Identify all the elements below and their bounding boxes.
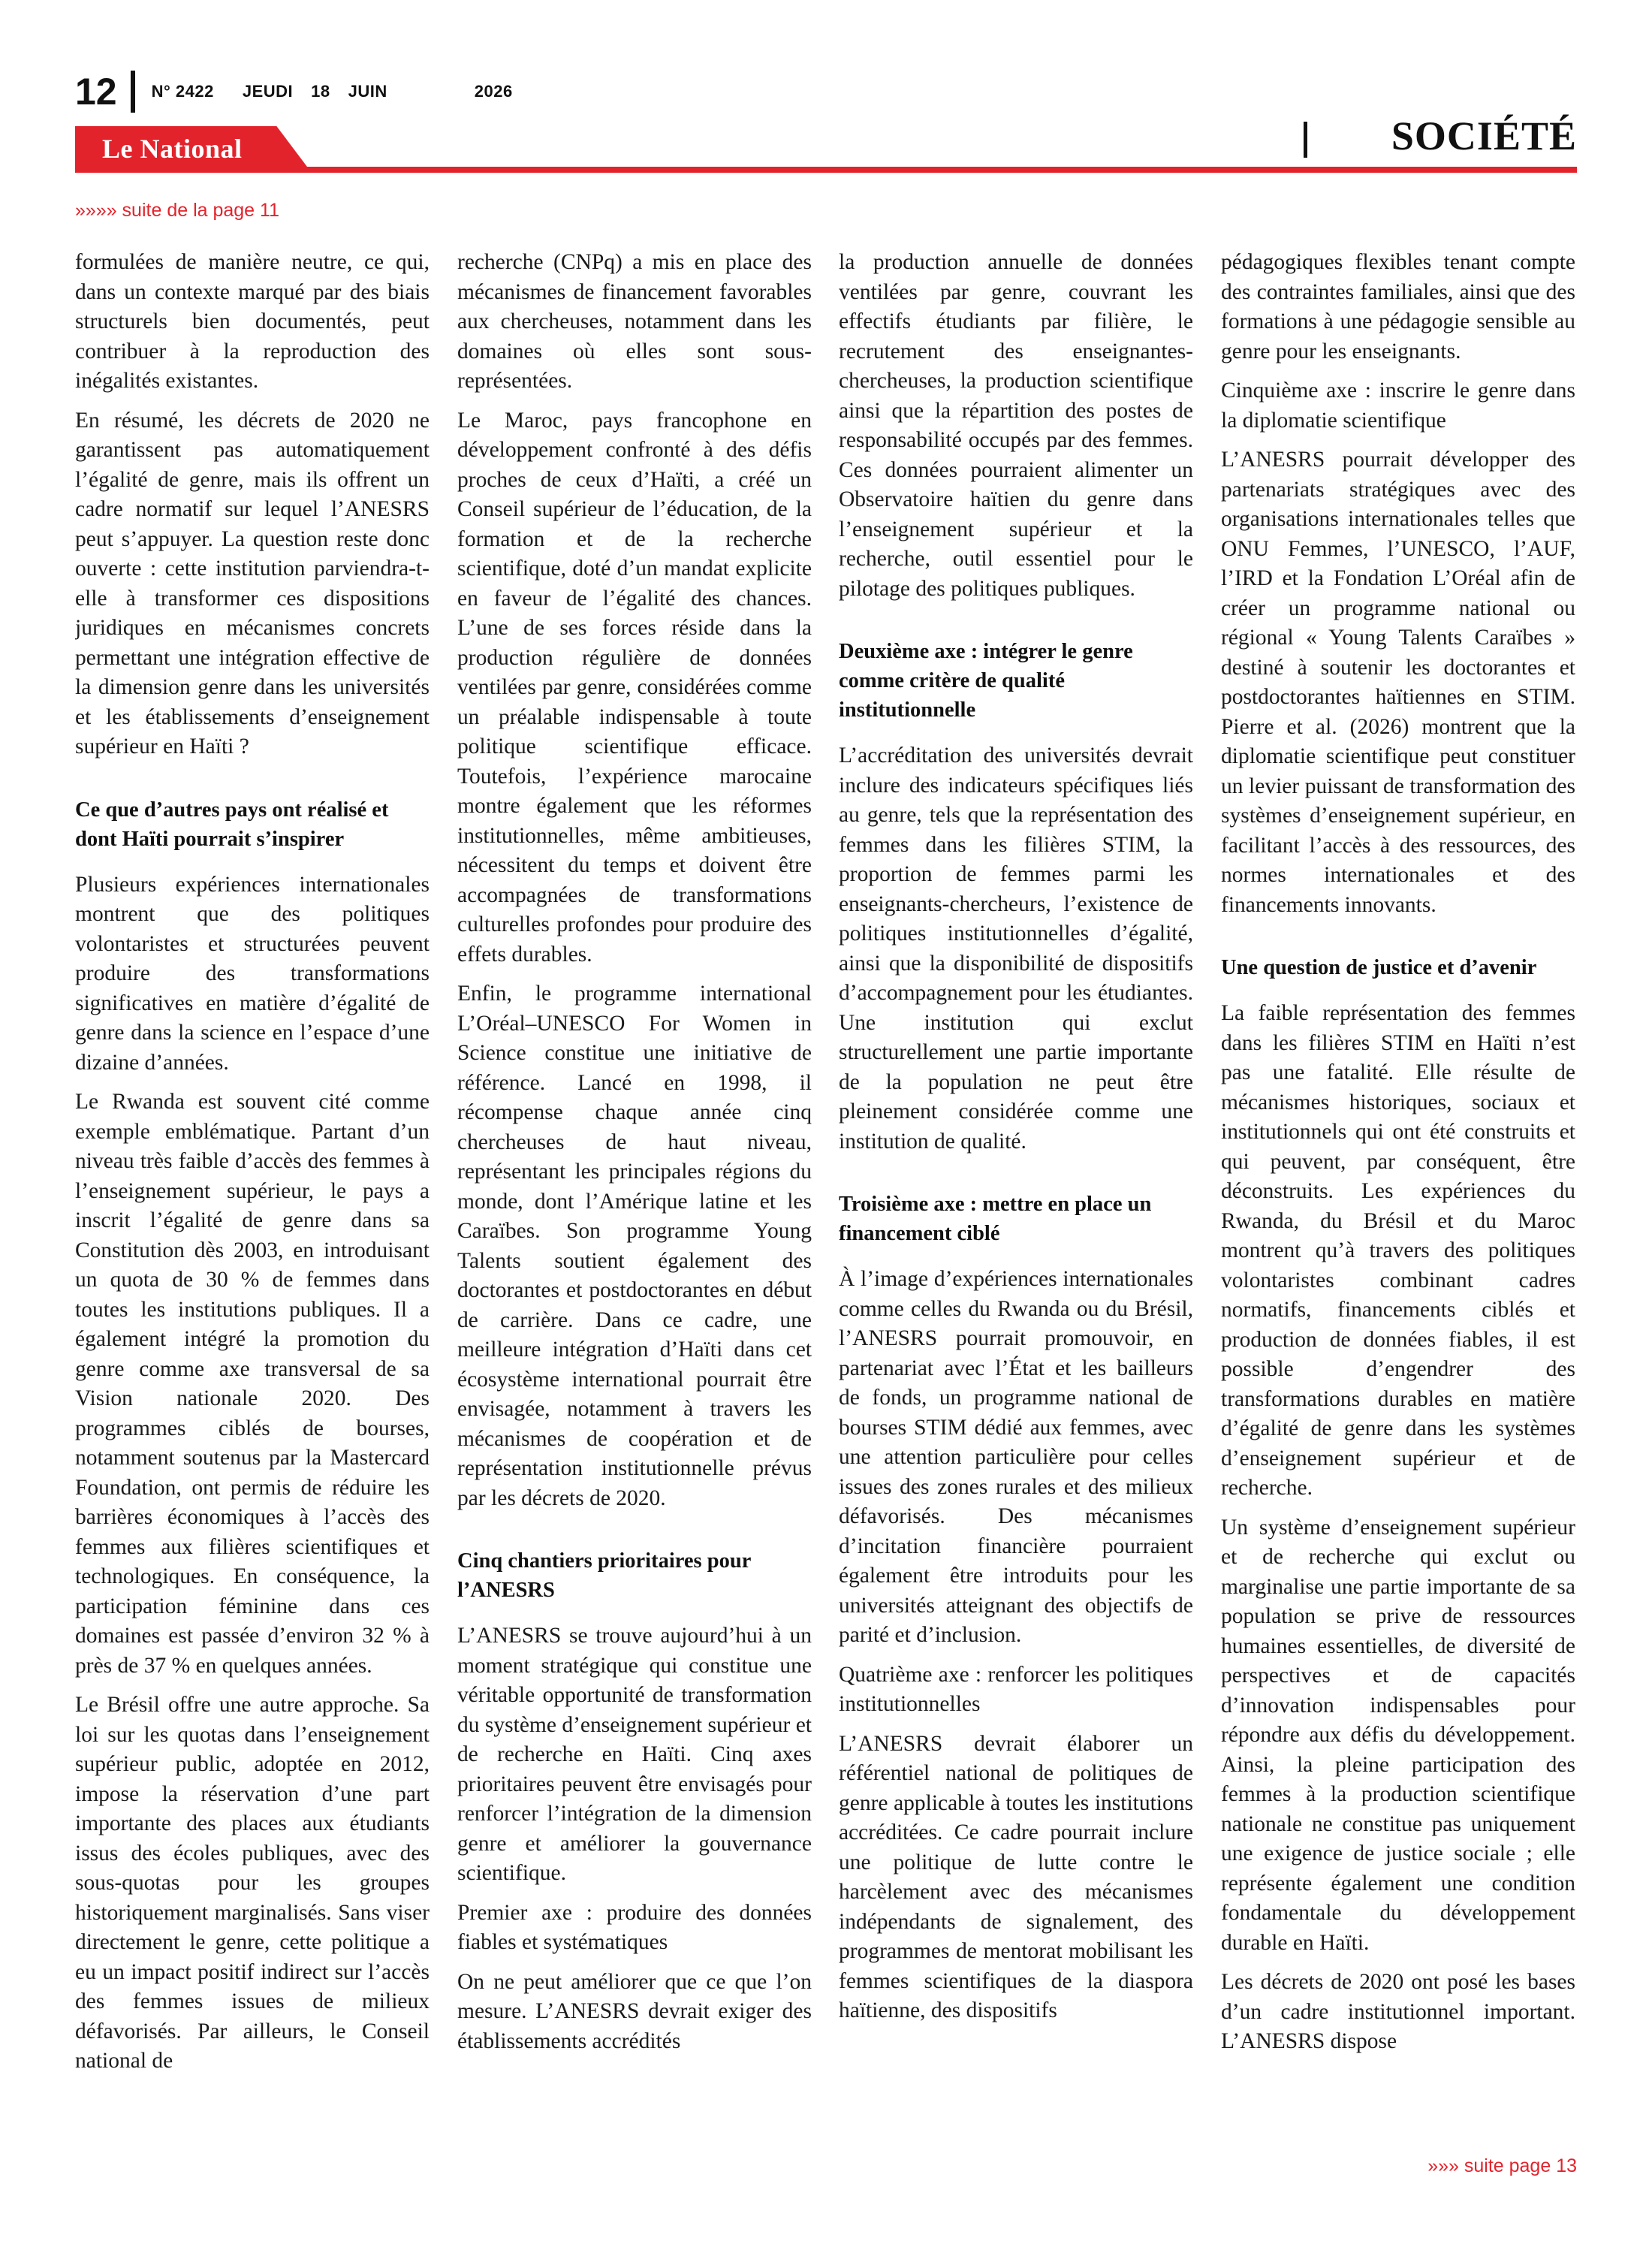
issue-year: 2026 [474,82,513,101]
paragraph: À l’image d’expériences internationales comme celles du Rwanda ou du Brésil, l’ANESRS pourrait promouvoir, en partenariat avec l’État et les bailleurs de fonds, un programme national de bourses STIM dédié aux femmes, avec une attention particulière pour celles issues des zones rurales et des milieux défavorisés. Des mécanismes d’incitation financière pourraient également être introduits pour les universités atteignant des objectifs de parité et d’inclusion. [839,1267,1193,1647]
header-rule [75,167,1577,173]
paragraph: Le Maroc, pays francophone en développement confronté à des défis proches de ceux d’Haïti, a créé un Conseil supérieur de l’éducation, de la formation et de la recherche scientifique, doté d’un mandat explicite en faveur de l’égalité des chances. L’une de ses forces réside dans la production régulière de données ventilées par genre, considérées comme un préalable indispensable à toute politique scientifique efficace. Toutefois, l’expérience marocaine montre également que les réformes institutionnelles, même ambitieuses, nécessitent du temps et doivent être accompagnées de transformations culturelles profondes pour produire des effets durables. [457,408,812,967]
paragraph: Les décrets de 2020 ont posé les bases d’un cadre institutionnel important. L’ANESRS dispose [1221,1970,1575,2053]
paragraph: Quatrième axe : renforcer les politiques institutionnelles [839,1662,1193,1716]
section-title: SOCIÉTÉ [1391,113,1577,158]
paragraph: Un système d’enseignement supérieur et de recherche qui exclut ou marginalise une partie importante de sa population se prive de ressources humaines essentielles, de diversité de perspectives et de capacités d’innovation indispensables pour répondre aux défis du développement. Ainsi, la pleine participation des femmes à la production scientifique nationale ne constitue pas uniquement une exigence de justice sociale ; elle représente également une condition fondamentale du développement durable en Haïti. [1221,1515,1575,1955]
continued-to: »»» suite page 13 [1427,2155,1577,2176]
paragraph: pédagogiques flexibles tenant compte des contraintes familiales, ainsi que des formations à une pédagogie sensible au genre pour les enseignants. [1221,250,1575,363]
paragraph: Le Brésil offre une autre approche. Sa loi sur les quotas dans l’enseignement supérieur public, adoptée en 2012, impose la réservation d’une part importante des places aux étudiants issus des écoles publiques, avec des sous-quotas pour les groupes historiquement marginalisés. Sans viser directement le genre, cette politique a eu un impact positif indirect sur l’accès des femmes issues de milieux défavorisés. Par ailleurs, le Conseil national de [75,1693,430,2073]
issue-number: N° 2422 [151,82,214,101]
paragraph: En résumé, les décrets de 2020 ne garantissent pas automatiquement l’égalité de genre, mais ils offrent un cadre normatif sur lequel l’ANESRS peut s’appuyer. La question reste donc ouverte : cette institution parviendra-t-elle à transformer ces dispositions juridiques en mécanismes concrets permettant une intégration effective de la dimension genre dans les universités et les établissements d’enseignement supérieur en Haïti ? [75,408,430,759]
paragraph: L’ANESRS pourrait développer des partenariats stratégiques avec des organisations internationales telles que ONU Femmes, l’UNESCO, l’AUF, l’IRD et la Fondation L’Oréal afin de créer un programme national ou régional « Young Talents Caraïbes » destiné à soutenir les doctorantes et postdoctorantes haïtiennes en STIM. Pierre et al. (2026) montrent que la diplomatie scientifique peut constituer un levier puissant de transformation des systèmes d’enseignement supérieur, en facilitant l’accès à des ressources, des normes internationales et des financements innovants. [1221,448,1575,917]
paragraph: L’accréditation des universités devrait inclure des indicateurs spécifiques liés au genre, tels que la représentation des femmes dans les filières STIM, la proportion de femmes parmi les enseignants-chercheurs, l’existence de politiques institutionnelles d’égalité, ainsi que la disponibilité de dispositifs d’accompagnement pour les étudiantes. Une institution qui exclut structurellement une partie importante de la population ne peut être pleinement considérée comme une institution de qualité. [839,743,1193,1154]
section-divider [1304,122,1307,158]
paragraph: Cinquième axe : inscrire le genre dans la diplomatie scientifique [1221,379,1575,433]
subheading: Deuxième axe : intégrer le genre comme critère de qualité institutionnelle [839,640,1133,722]
article-column-4 [1221,248,1575,2155]
paragraph: L’ANESRS se trouve aujourd’hui à un moment stratégique qui constitue une véritable opportunité de transformation du système d’enseignement supérieur et de recherche en Haïti. Cinq axes prioritaires peuvent être envisagés pour renforcer l’intégration de la dimension genre et améliorer la gouvernance scientifique. [457,1624,812,1885]
subheading: Ce que d’autres pays ont réalisé et dont Haïti pourrait s’inspirer [75,798,389,851]
article-column-1 [75,248,430,2155]
article-column-2 [457,248,812,2155]
paragraph: On ne peut améliorer que ce que l’on mesure. L’ANESRS devrait exiger des établissements accrédités [457,1969,812,2053]
issue-date: 18 [311,82,330,101]
paragraph: Plusieurs expériences internationales montrent que des politiques volontaristes et structurées peuvent produire des transformations significatives en matière d’égalité de genre dans la science en l’espace d’une dizaine d’années. [75,872,430,1075]
newspaper-name: Le National [102,134,243,164]
masthead-line [75,69,541,114]
page-number: 12 [75,71,117,113]
paragraph: La faible représentation des femmes dans les filières STIM en Haïti n’est pas une fatalité. Elle résulte de mécanismes historiques, sociaux et institutionnels qui ont été construits et qui peuvent, par conséquent, être déconstruits. Les expériences du Rwanda, du Brésil et du Maroc montrent qu’à travers des politiques volontaristes combinant cadres normatifs, financements ciblés et production de données fiables, il est possible d’engendrer des transformations durables en matière d’égalité de genre dans les systèmes d’enseignement supérieur et de recherche. [1221,1001,1575,1500]
paragraph: L’ANESRS devrait élaborer un référentiel national de politiques de genre applicable à toutes les institutions accréditées. Ce cadre pourrait inclure une politique de lutte contre le harcèlement avec des mécanismes indépendants de signalement, des programmes de mentorat mobilisant les femmes scientifiques de la diaspora haïtienne, des dispositifs [839,1731,1193,2022]
subheading: Troisième axe : mettre en place un financement ciblé [839,1193,1152,1245]
paragraph: Enfin, le programme international L’Oréal–UNESCO For Women in Science constitue une initiative de référence. Lancé en 1998, il récompense chaque année cinq chercheuses de haut niveau, représentant les principales régions du monde, dont l’Amérique latine et les Caraïbes. Son programme Young Talents soutient également des doctorantes et postdoctorantes en début de carrière. Dans ce cadre, une meilleure intégration d’Haïti dans cet écosystème international pourrait être envisagée, notamment à travers les mécanismes de coopération et de représentation institutionnelle prévus par les décrets de 2020. [457,982,812,1510]
continued-from: »»»» suite de la page 11 [75,200,279,221]
paragraph: recherche (CNPq) a mis en place des mécanismes de financement favorables aux chercheuses, notamment dans les domaines où elles sont sous-représentées. [457,250,812,393]
subheading: Une question de justice et d’avenir [1221,956,1537,979]
paragraph: Le Rwanda est souvent cité comme exemple emblématique. Partant d’un niveau très faible d’accès des femmes à l’enseignement supérieur, le pays a inscrit l’égalité de genre dans sa Constitution dès 2003, en introduisant un quota de 30 % de femmes dans toutes les institutions publiques. Il a également intégré la promotion du genre comme axe transversal de sa Vision nationale 2020. Des programmes ciblés de bourses, notamment soutenus par la Mastercard Foundation, ont permis de réduire les barrières économiques à l’accès des femmes aux filières scientifiques et technologiques. En conséquence, la participation féminine dans ces domaines est passée d’environ 32 % à près de 37 % en quelques années. [75,1090,430,1678]
issue-month: JUIN [348,82,387,101]
paragraph: la production annuelle de données ventilées par genre, couvrant les effectifs étudiants par filière, le recrutement des enseignantes-chercheuses, la production scientifique ainsi que la répartition des postes de responsabilité occupés par des femmes. Ces données pourraient alimenter un Observatoire haïtien du genre dans l’enseignement supérieur et la recherche, outil essentiel pour le pilotage des politiques publiques. [839,250,1193,601]
paragraph: formulées de manière neutre, ce qui, dans un contexte marqué par des biais structurels bien documentés, peut contribuer à la reproduction des inégalités existantes. [75,250,430,393]
paragraph: Premier axe : produire des données fiables et systématiques [457,1900,812,1954]
article-column-3 [839,248,1193,2155]
subheading: Cinq chantiers prioritaires pour l’ANESRS [457,1549,751,1602]
issue-day: JEUDI [242,82,294,101]
page-number-divider [131,71,135,113]
